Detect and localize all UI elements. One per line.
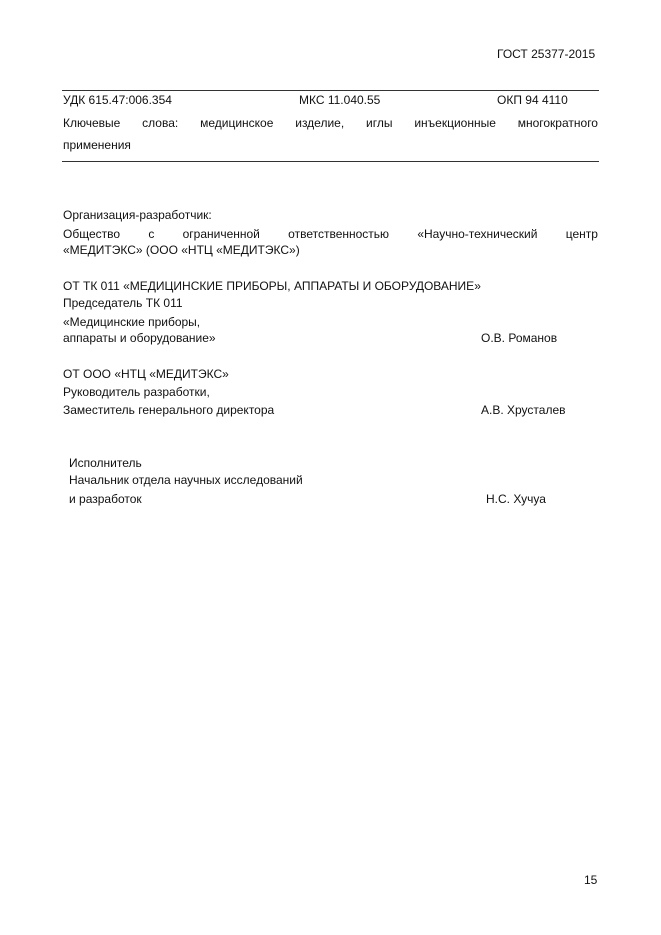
- udk-code: УДК 615.47:006.354: [63, 93, 172, 107]
- company-role-line-1: Руководитель разработки,: [63, 385, 210, 399]
- tk-chair-title: Председатель ТК 011: [63, 296, 183, 310]
- standard-code: ГОСТ 25377-2015: [497, 47, 596, 61]
- executor-role-line-1: Начальник отдела научных исследований: [69, 473, 303, 487]
- developer-line-1: [63, 227, 598, 241]
- company-signatory-name: А.В. Хрусталев: [481, 403, 566, 417]
- okp-code: ОКП 94 4110: [497, 93, 568, 107]
- executor-signatory-name: Н.С. Хучуа: [486, 492, 546, 506]
- tk-committee-line-1: «Медицинские приборы,: [63, 315, 201, 329]
- tk-signatory-name: О.В. Романов: [481, 331, 558, 345]
- executor-title: Исполнитель: [69, 456, 142, 470]
- keyword-word: многократного: [517, 116, 598, 130]
- keyword-word: медицинское: [200, 116, 274, 130]
- company-role-line-2: Заместитель генерального директора: [63, 403, 275, 417]
- developer-heading: Организация-разработчик:: [63, 208, 212, 222]
- bottom-divider: [62, 161, 599, 162]
- keywords-line-1: [63, 116, 598, 130]
- developer-word: ответственностью: [288, 227, 390, 241]
- top-divider: [62, 90, 599, 91]
- developer-word: ограниченной: [182, 227, 260, 241]
- developer-word: с: [148, 227, 155, 241]
- company-heading: ОТ ООО «НТЦ «МЕДИТЭКС»: [63, 367, 229, 381]
- keywords-line-2: применения: [63, 138, 131, 152]
- executor-role-line-2: и разработок: [69, 492, 142, 506]
- developer-line-2: «МЕДИТЭКС» (ООО «НТЦ «МЕДИТЭКС»): [63, 243, 300, 257]
- page-number: 15: [584, 873, 598, 887]
- keyword-word: инъекционные: [414, 116, 496, 130]
- developer-word: центр: [565, 227, 598, 241]
- keyword-word: изделие,: [295, 116, 345, 130]
- mks-code: МКС 11.040.55: [299, 93, 381, 107]
- keyword-word: иглы: [366, 116, 393, 130]
- tk-committee-line-2: аппараты и оборудование»: [63, 331, 216, 345]
- tk-heading: ОТ ТК 011 «МЕДИЦИНСКИЕ ПРИБОРЫ, АППАРАТЫ И ОБОРУДОВАНИЕ»: [63, 279, 481, 293]
- keyword-word: слова:: [142, 116, 179, 130]
- developer-word: Общество: [63, 227, 121, 241]
- developer-word: «Научно-технический: [417, 227, 538, 241]
- keyword-word: Ключевые: [63, 116, 121, 130]
